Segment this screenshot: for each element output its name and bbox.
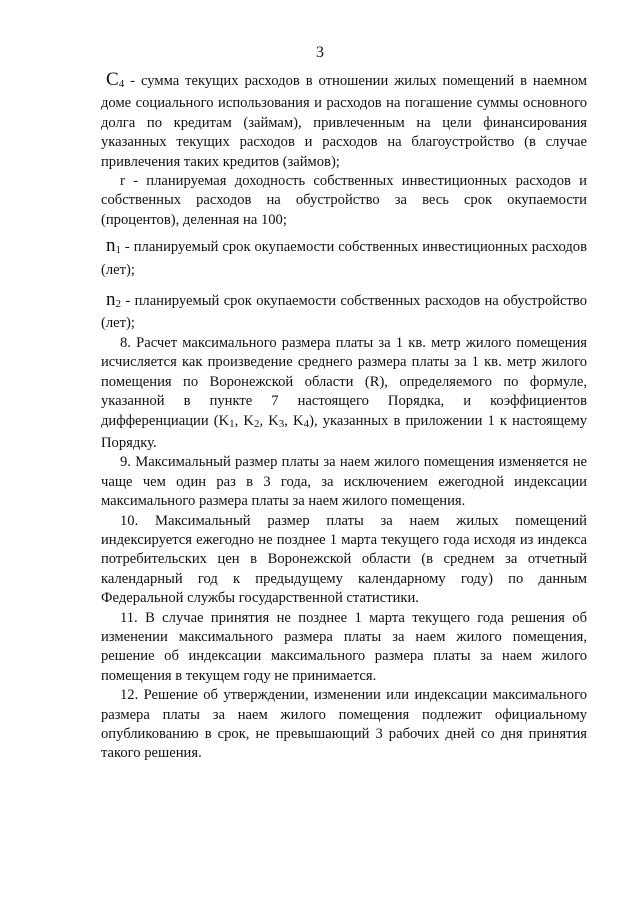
k3-subscript: 3 xyxy=(278,417,285,430)
k-separator-3: , K xyxy=(284,412,304,429)
definition-n1 xyxy=(101,236,587,280)
definition-c4 xyxy=(101,70,587,172)
k2-subscript: 2 xyxy=(253,417,260,430)
paragraph-8-end: ), указанных в приложении 1 к настоящему Порядку. xyxy=(101,412,588,451)
k4-subscript: 4 xyxy=(303,417,310,430)
definition-n2-text: - планируемый срок окупаемости собственных расходов на обустройство (лет); xyxy=(101,293,587,332)
paragraph-10: 10. Максимальный размер платы за наем жилых помещений индексируется ежегодно не позднее 1 марта текущего года исходя из индекса потребительских цен в Воронежской области (в среднем за отчетный календарный год к предыдущему календарному году) по данным Федеральной службы государственной статистики. xyxy=(101,512,587,607)
paragraph-9: 9. Максимальный размер платы за наем жилого помещения изменяется не чаще чем один раз в 3 года, за исключением ежегодной индексации максимального размера платы за наем жилого помещения. xyxy=(101,454,587,510)
paragraph-11: 11. В случае принятия не позднее 1 марта текущего года решения об изменении максимального размера платы за наем жилого помещения, решение об индексации максимального размера платы за наем жилого помещения в текущем году не принимается. xyxy=(101,609,587,684)
subscript-4: 4 xyxy=(118,78,125,90)
definition-n2 xyxy=(101,290,587,334)
paragraph-8 xyxy=(101,334,587,453)
symbol-n1: n xyxy=(106,235,116,257)
paragraph-8-text: 8. Расчет максимального размера платы за 1 кв. метр жилого помещения исчисляется как произведение среднего размера платы за 1 кв. метр жилого помещения по Воронежской области (R), определяемого по формуле, указанной в пункте 7 настоящего Порядка, и коэффициентов дифференциации (K xyxy=(101,334,587,429)
symbol-c: С xyxy=(106,69,119,90)
k-separator-2: , K xyxy=(259,412,279,429)
definition-r xyxy=(101,172,587,230)
paragraph-12: 12. Решение об утверждении, изменении или индексации максимального размера платы за наем жилого помещения подлежит официальному опубликованию в срок, не превышающий 3 рабочих дней со дня принятия такого решения. xyxy=(101,687,587,762)
definition-c4-text: - сумма текущих расходов в отношении жилых помещений в наемном доме социального использования и расходов на погашение суммы основного долга по кредитам (займам), привлеченным на цели финансирования указанных текущих расходов и расходов на благоустройство (в случае привлечения таких кредитов (займов); xyxy=(101,73,587,170)
subscript-2: 2 xyxy=(115,298,121,311)
subscript-1: 1 xyxy=(115,244,121,257)
k-separator-1: , K xyxy=(234,412,254,429)
page-number: 3 xyxy=(316,44,324,61)
symbol-r: r xyxy=(120,173,125,190)
definition-n1-text: - планируемый срок окупаемости собственных инвестиционных расходов (лет); xyxy=(101,239,587,278)
definition-r-text: - планируемая доходность собственных инвестиционных расходов и собственных расходов на обустройство за весь срок окупаемости (процентов), деленная на 100; xyxy=(101,173,587,228)
k1-subscript: 1 xyxy=(229,417,235,430)
symbol-n2: n xyxy=(106,289,116,311)
document-body xyxy=(101,70,587,764)
